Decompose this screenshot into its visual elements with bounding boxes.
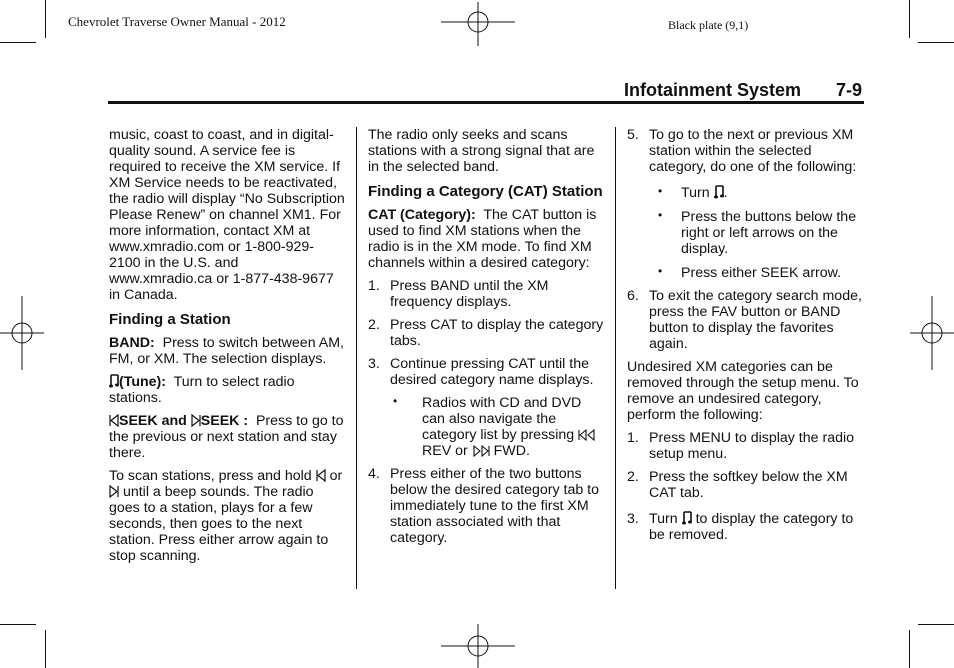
rewind-icon	[578, 429, 596, 441]
crop-mark	[918, 624, 954, 625]
crop-mark	[909, 0, 910, 38]
list-item: 2. Press the softkey below the XM CAT tab.	[627, 469, 848, 501]
seek-forward-icon	[109, 485, 119, 498]
intro-paragraph: The radio only seeks and scans stations with a strong signal that are in the selected band.	[368, 127, 595, 175]
page-number: 7-9	[836, 80, 863, 100]
finding-category-heading: Finding a Category (CAT) Station	[368, 183, 603, 200]
seek-back-icon	[109, 414, 119, 427]
scan-paragraph: To scan stations, press and hold or until a beep sounds. The radio goes to a station, plays for a few seconds, then goes to the next station. Press either arrow again to stop scanning.	[109, 468, 343, 564]
seek-paragraph: SEEK and SEEK : Press to go to the previous or next station and stay there.	[109, 413, 344, 461]
list-item: 4. Press either of the two buttons below the desired category tab to immediately tune to the first XM station associated with that category.	[368, 466, 600, 546]
header-rule	[108, 101, 864, 104]
tune-label: (Tune):	[119, 374, 167, 390]
list-item: 5. To go to the next or previous XM station within the selected category, do one of the following: • Turn . • Press the buttons below the right or left arrows on the display. • Press either SEEK arrow.	[627, 127, 865, 281]
crop-mark	[0, 42, 36, 43]
column-1	[109, 127, 345, 571]
list-item: 3. Turn to display the category to be removed.	[627, 511, 854, 543]
crop-mark	[909, 630, 910, 668]
list-item: 1. Press MENU to display the radio setup menu.	[627, 430, 855, 462]
bullet-item: • Press the buttons below the right or left arrows on the display.	[658, 208, 857, 257]
tune-knob-icon	[714, 185, 724, 199]
plate-label: Black plate (9,1)	[668, 18, 749, 32]
undesired-paragraph: Undesired XM categories can be removed through the setup menu. To remove an undesired category, perform the following:	[627, 359, 859, 423]
tune-knob-icon	[109, 374, 119, 388]
document-title: Chevrolet Traverse Owner Manual - 2012	[68, 14, 286, 29]
column-3	[627, 127, 865, 550]
list-item: 6. To exit the category search mode, press the FAV button or BAND button to display the favorites again.	[627, 288, 862, 352]
registration-mark-left	[0, 296, 44, 370]
registration-mark-bottom	[441, 624, 515, 668]
intro-paragraph: music, coast to coast, and in digital-quality sound. A service fee is required to receive the XM service. If XM Service needs to be reactivated, the radio will display “No Subscription Please Renew” on channel XM1. For more information, contact XM at www.xmradio.com or 1-800-929-2100 in the U.S. and www.xmradio.ca or 1-877-438-9677 in Canada.	[109, 127, 345, 303]
section-title: Infotainment System	[624, 80, 802, 100]
crop-mark	[45, 0, 46, 38]
seek-forward-icon	[191, 414, 201, 427]
band-label: BAND:	[109, 335, 155, 351]
bullet-item: • Press either SEEK arrow.	[658, 264, 842, 281]
tune-knob-icon	[682, 511, 692, 525]
band-paragraph: BAND: Press to switch between AM, FM, or XM. The selection displays.	[109, 335, 344, 367]
crop-mark	[0, 624, 36, 625]
list-item: 2. Press CAT to display the category tabs.	[368, 317, 604, 349]
cat-label: CAT (Category):	[368, 207, 476, 223]
bullet-item: • Turn .	[658, 184, 728, 201]
seek-back-icon	[316, 469, 326, 482]
crop-mark	[918, 42, 954, 43]
fast-forward-icon	[472, 445, 490, 457]
tune-paragraph: (Tune): Turn to select radio stations.	[109, 374, 295, 406]
bullet-item: • Radios with CD and DVD can also navigate the category list by pressing REV or FWD.	[368, 395, 606, 459]
list-item: 3. Continue pressing CAT until the desired category name displays. • Radios with CD and DVD can also navigate the category list by pressing REV or FWD.	[368, 356, 606, 459]
crop-mark	[45, 630, 46, 668]
column-divider	[356, 127, 357, 589]
column-divider	[615, 127, 616, 589]
cat-paragraph: CAT (Category): The CAT button is used to find XM stations when the radio is in the XM mode. To find XM channels within a desired category:	[368, 207, 597, 271]
registration-mark-right	[910, 296, 954, 370]
registration-mark-top	[441, 2, 515, 46]
list-item: 1. Press BAND until the XM frequency displays.	[368, 278, 549, 310]
finding-station-heading: Finding a Station	[109, 311, 231, 328]
column-2	[368, 127, 606, 553]
